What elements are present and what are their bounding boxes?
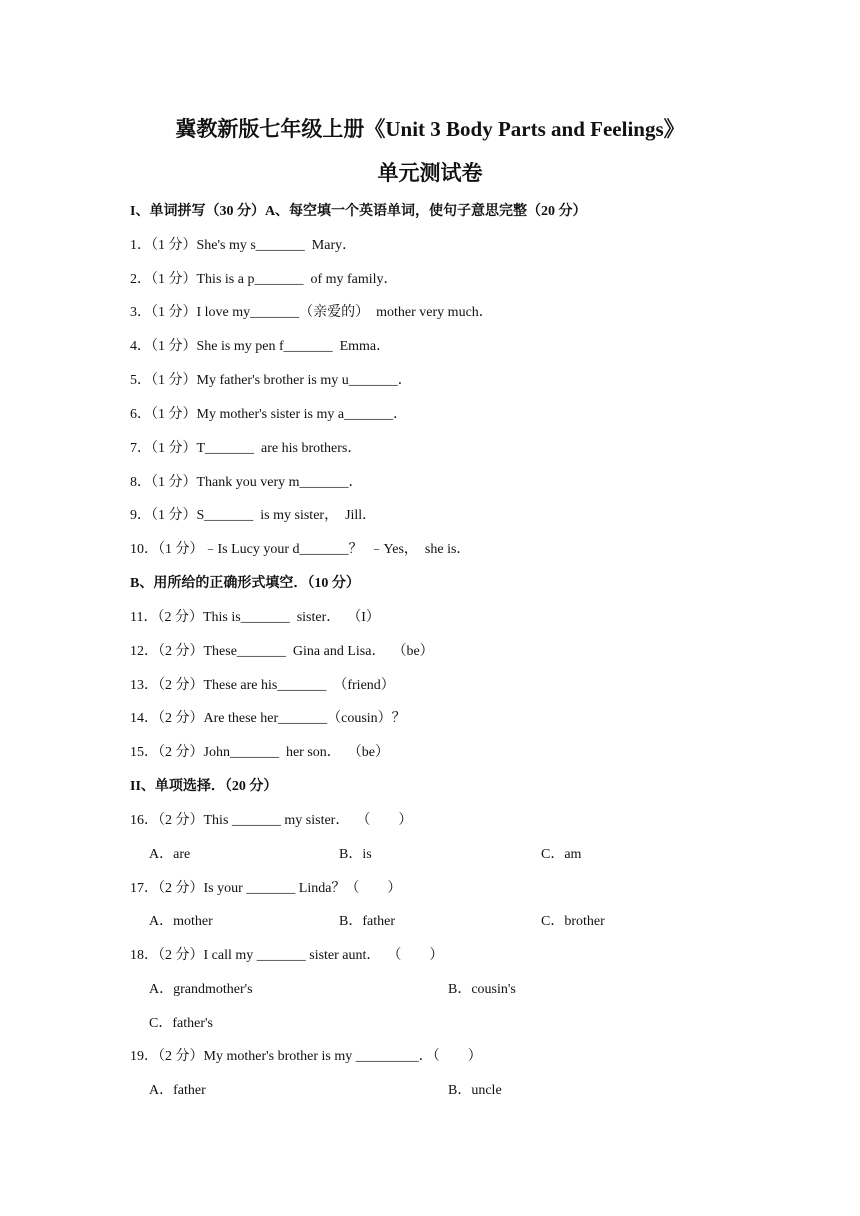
question-1: 1．（1 分）She's my s_______ Mary． <box>130 238 357 253</box>
section-ii-header: II、单项选择．（20 分） <box>130 779 278 794</box>
question-5: 5．（1 分）My father's brother is my u_______． <box>130 373 412 388</box>
question-7: 7．（1 分）T_______ are his brothers． <box>130 441 362 456</box>
question-9: 9．（1 分）S_______ is my sister， Jill． <box>130 508 377 523</box>
section-i-header: I、单词拼写（30 分）A、每空填一个英语单词，使句子意思完整（20 分） <box>130 204 587 219</box>
q18-option-c: C．father's <box>149 1016 213 1031</box>
page-title: 冀教新版七年级上册《Unit 3 Body Parts and Feelings》 <box>175 117 685 141</box>
q16-option-b: B．is <box>339 847 372 862</box>
q19-option-b: B．uncle <box>448 1083 502 1098</box>
q18-option-a: A．grandmother's <box>149 982 253 997</box>
question-8: 8．（1 分）Thank you very m_______． <box>130 475 363 490</box>
question-13: 13．（2 分）These are his_______ （friend） <box>130 678 395 693</box>
question-10: 10．（1 分）﹣Is Lucy your d_______？ ﹣Yes， she is． <box>130 542 471 557</box>
question-12: 12．（2 分）These_______ Gina and Lisa． （be） <box>130 644 434 659</box>
q17-option-a: A．mother <box>149 914 213 929</box>
question-4: 4．（1 分）She is my pen f_______ Emma． <box>130 339 391 354</box>
q17-option-b: B．father <box>339 914 395 929</box>
q19-option-a: A．father <box>149 1083 206 1098</box>
question-15: 15．（2 分）John_______ her son． （be） <box>130 745 389 760</box>
page-subtitle: 单元测试卷 <box>377 161 483 185</box>
q16-option-a: A．are <box>149 847 191 862</box>
question-6: 6．（1 分）My mother's sister is my a_______． <box>130 407 408 422</box>
q18-option-b: B．cousin's <box>448 982 516 997</box>
question-3: 3．（1 分）I love my_______（亲爱的） mother very much． <box>130 305 493 320</box>
q16-option-c: C．am <box>541 847 582 862</box>
question-19: 19．（2 分）My mother's brother is my _________．（ ） <box>130 1049 482 1064</box>
question-11: 11．（2 分）This is_______ sister． （I） <box>130 610 380 625</box>
question-18: 18．（2 分）I call my _______ sister aunt． （ ） <box>130 948 444 963</box>
question-14: 14．（2 分）Are these her_______（cousin）？ <box>130 711 406 726</box>
question-2: 2．（1 分）This is a p_______ of my family． <box>130 272 398 287</box>
question-17: 17．（2 分）Is your _______ Linda？（ ） <box>130 881 402 896</box>
section-b-header: B、用所给的正确形式填空．（10 分） <box>130 576 360 591</box>
q17-option-c: C．brother <box>541 914 605 929</box>
question-16: 16．（2 分）This _______ my sister． （ ） <box>130 813 413 828</box>
